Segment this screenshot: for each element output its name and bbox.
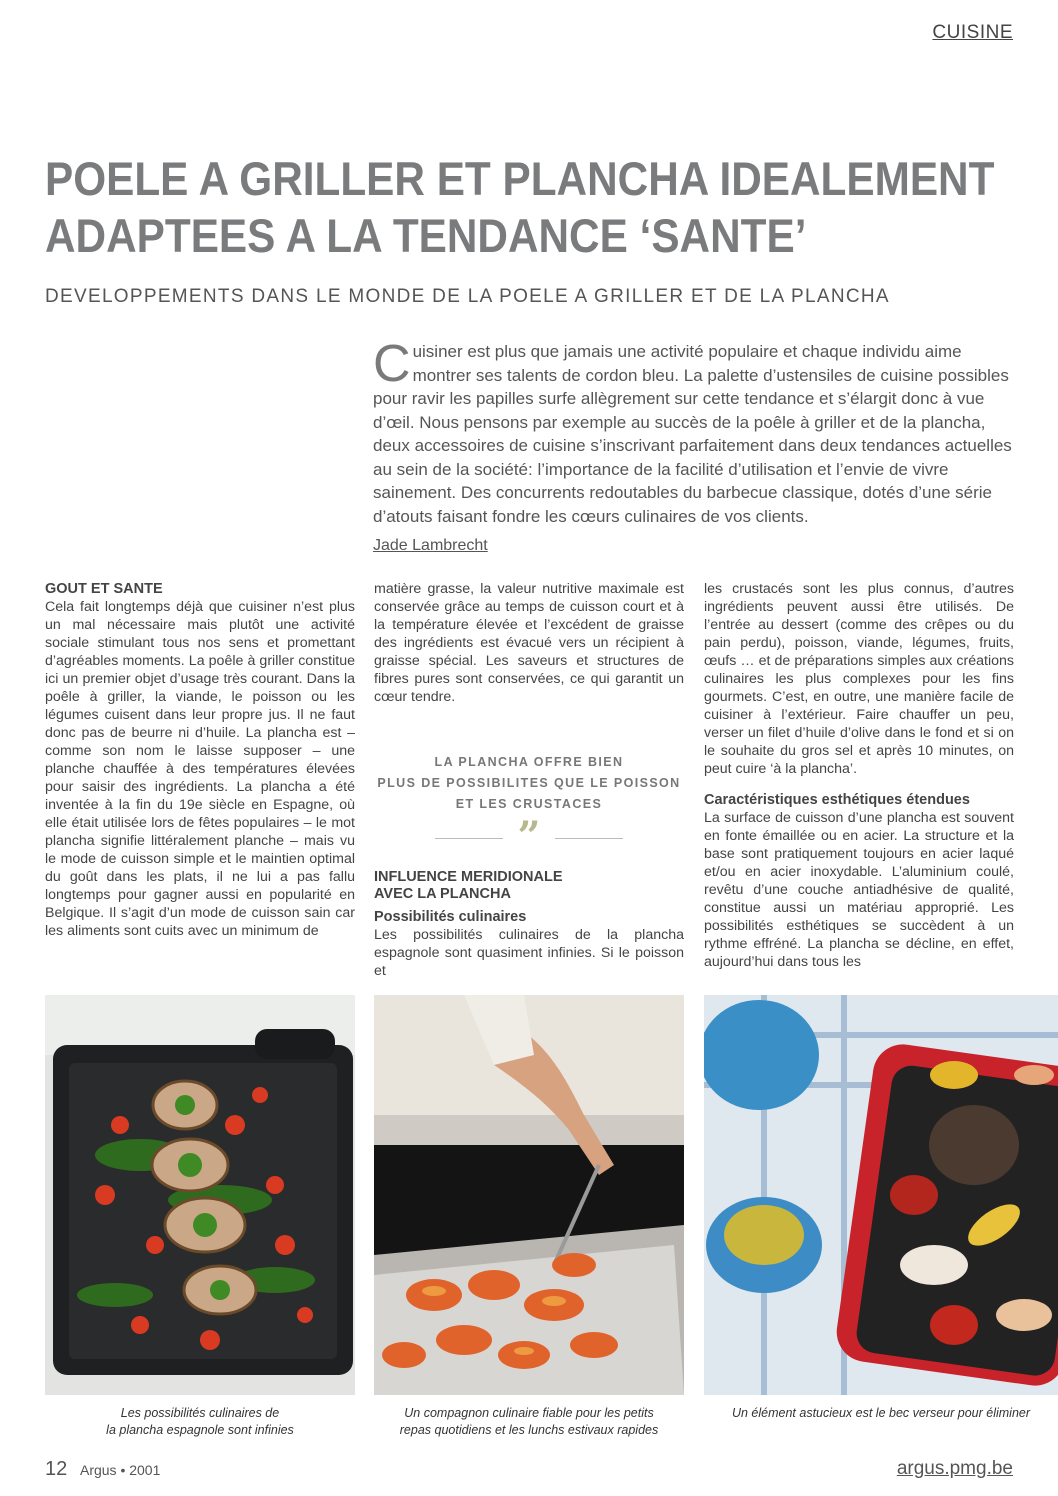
pull-quote-line-1: LA PLANCHA OFFRE BIEN bbox=[434, 755, 624, 769]
photo-plancha-meat bbox=[45, 995, 355, 1395]
photo-2-caption bbox=[374, 1405, 684, 1439]
page-number: 12 bbox=[45, 1458, 68, 1480]
headline-line-2: ADAPTEES A LA TENDANCE ‘SANTE’ bbox=[45, 209, 807, 262]
subheading-caracteristiques: Caractéristiques esthétiques étendues bbox=[704, 792, 970, 808]
intro-paragraph bbox=[373, 335, 1013, 528]
photo-grill-pan bbox=[704, 995, 1058, 1395]
caption-2-line-2: repas quotidiens et les lunchs estivaux rapides bbox=[399, 1423, 659, 1437]
pull-quote-line-3: ET LES CRUSTACES bbox=[455, 797, 603, 811]
quote-mark-icon: ” bbox=[517, 813, 541, 860]
magazine-issue: Argus • 2001 bbox=[79, 1462, 161, 1478]
headline-line-1: POELE A GRILLER ET PLANCHA IDEALEMENT bbox=[45, 152, 995, 205]
column-3-text-2: La surface de cuisson d’une plancha est souvent en fonte émaillée ou en acier. La structure et la base sont pratiquement toujours en acier laqué et/ou en acier inoxydable. L’aluminium coulé, revêtu d’une couche antiadhésive de qualité, constitue aussi un matériau approprié. Les possibilités esthétiques se succèdent à un rythme effréné. La plancha se décline, en effet, aujourd’hui dans tous les bbox=[704, 810, 1014, 970]
subheading-possibilites: Possibilités culinaires bbox=[374, 909, 527, 925]
caption-2-line-1: Un compagnon culinaire fiable pour les petits bbox=[404, 1406, 654, 1420]
section-heading-influence-line-2: AVEC LA PLANCHA bbox=[374, 886, 511, 902]
photo-plancha-shrimp bbox=[374, 995, 684, 1395]
photo-3-caption: Un élément astucieux est le bec verseur pour éliminer bbox=[731, 1406, 1031, 1420]
divider-line-right bbox=[555, 838, 623, 839]
article-subheadline: DEVELOPPEMENTS DANS LE MONDE DE LA POELE A GRILLER ET DE LA PLANCHA bbox=[45, 286, 890, 307]
article-headline bbox=[45, 150, 995, 264]
column-2-text: matière grasse, la valeur nutritive maximale est conservée grâce au temps de cuisson court et à la température élevée et l’excédent de graisse des ingrédients est évacué vers un récipient à graisse spécial. Les saveurs et structures de fibres pures sont conservées, ce qui garantit un cœur tendre. bbox=[374, 581, 684, 705]
page-footer-left bbox=[45, 1458, 160, 1481]
column-3-text: les crustacés sont les plus connus, d’autres ingrédients peuvent aussi être utilisés. De l’entrée au dessert (comme des crêpes ou du pain perdu), poisson, viande, légumes, fruits, œufs … et de préparations simples aux créations culinaires les plus complexes pour les fins gourmets. C’est, en outre, une manière facile de cuisiner à l’extérieur. Faire chauffer un peu, verser un filet d’huile d’olive dans le fond et si on le souhaite du gros sel et après 10 minutes, on peut cuire ‘à la plancha’. bbox=[704, 581, 1014, 777]
section-heading-influence-line-1: INFLUENCE MERIDIONALE bbox=[374, 869, 563, 885]
intro-text: uisiner est plus que jamais une activité populaire et chaque individu aime montrer ses talents de cordon bleu. La palette d’ustensiles de cuisine possibles pour ravir les papilles surfe allègrement sur cette tendance et s’élargit donc à vue d’œil. Nous pensons par exemple au succès de la poêle à griller et de la plancha, deux accessoires de cuisine s’inscrivant parfaitement dans deux tendances actuelles au sein de la société: l’importance de la facilité d’utilisation et l’envie de vivre sainement. Des concurrents redoutables du barbecue classique, dotés d’une série d’atouts faisant fondre les cœurs culinaires de vos clients. bbox=[373, 342, 1012, 526]
drop-cap: C bbox=[373, 335, 411, 393]
pull-quote-line-2: PLUS DE POSSIBILITES QUE LE POISSON bbox=[377, 776, 681, 790]
article-column-1 bbox=[45, 580, 355, 940]
pull-quote bbox=[374, 752, 684, 815]
quote-divider bbox=[374, 813, 684, 860]
caption-1-line-1: Les possibilités culinaires de bbox=[120, 1406, 280, 1420]
section-heading-gout-sante: GOUT ET SANTE bbox=[45, 581, 163, 597]
article-column-2 bbox=[374, 580, 684, 980]
caption-1-line-2: la plancha espagnole sont infinies bbox=[106, 1423, 294, 1437]
section-label: CUISINE bbox=[932, 22, 1013, 43]
divider-line-left bbox=[435, 838, 503, 839]
column-1-text: Cela fait longtemps déjà que cuisiner n’est plus un mal nécessaire mais plutôt une activité sociale stimulant tous nos sens et promettant d’agréables moments. La poêle à griller constitue ici un premier objet d’usage très courant. Dans la poêle à griller, la viande, le poisson ou les légumes cuisent dans leur propre jus. Il ne faut donc pas de beurre ni d’huile. La plancha est – comme son nom le laisse supposer – une planche chauffée à des températures élevées pour saisir des ingrédients. La plancha a été inventée à la fin du 19e siècle en Espagne, où elle était utilisée lors de fêtes populaires – le mot plancha signifie littéralement planche – mais vu le mode de cuisson simple et le maintien optimal du goût dans les plats, il ne lui a pas fallu longtemps pour gagner aussi en popularité en Belgique. Il s’agit d’un mode de cuisson sain car les aliments sont cuits avec un minimum de bbox=[45, 599, 355, 939]
author-byline: Jade Lambrecht bbox=[373, 537, 488, 554]
column-2-text-2: Les possibilités culinaires de la plancha espagnole sont quasiment infinies. Si le poisson et bbox=[374, 927, 684, 979]
article-column-3 bbox=[704, 580, 1014, 971]
photo-1-caption bbox=[45, 1405, 355, 1439]
website-link[interactable]: argus.pmg.be bbox=[896, 1458, 1013, 1479]
